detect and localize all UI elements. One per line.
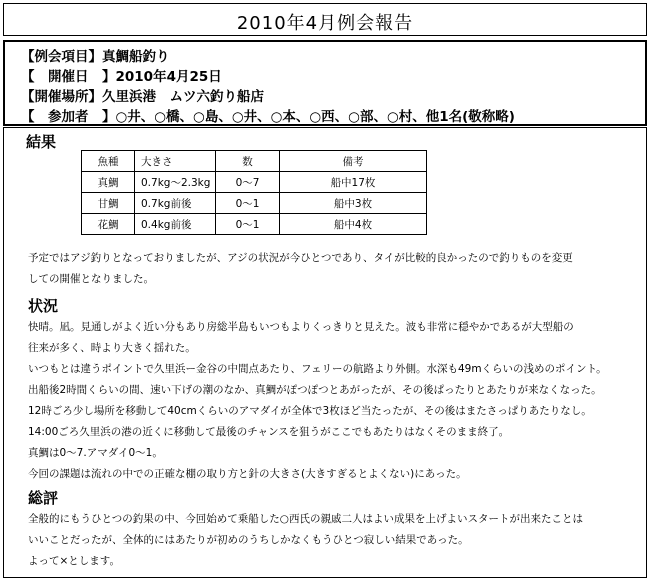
report-title: 2010年4月例会報告 [236, 13, 414, 34]
table-header-row [82, 151, 427, 172]
table-row [82, 214, 427, 235]
column-header: 数 [216, 151, 280, 172]
table-cell: 真鯛 [82, 172, 135, 193]
results-paragraph [28, 248, 573, 290]
table-cell: 0.7kg～2.3kg [135, 172, 216, 193]
results-heading: 結果 [26, 133, 57, 151]
text-line: よって×とします。 [28, 555, 120, 567]
info-row-date [21, 65, 222, 85]
table-cell: 0～1 [216, 214, 280, 235]
text-line: 真鯛は0～7.アマダイ0～1。 [28, 447, 163, 459]
info-row-event-item [21, 45, 170, 65]
table-cell: 甘鯛 [82, 193, 135, 214]
info-value: 真鯛船釣り [102, 49, 170, 65]
info-label: 【 開催日 】 [21, 69, 116, 85]
info-label: 【開催場所】 [21, 89, 102, 105]
catch-table [81, 150, 427, 235]
table-cell: 船中17枚 [280, 172, 427, 193]
review-paragraph [28, 509, 583, 572]
info-value: ○井、○橋、○島、○井、○本、○西、○部、○村、他1名(敬称略) [115, 109, 515, 125]
table-row [82, 193, 427, 214]
table-cell: 花鯛 [82, 214, 135, 235]
info-row-venue [21, 85, 264, 105]
situation-paragraph [28, 317, 607, 485]
review-heading: 総評 [28, 489, 59, 507]
table-cell: 0.7kg前後 [135, 193, 216, 214]
text-line: いつもとは違うポイントで久里浜ー金谷の中間点あたり、フェリーの航路より外側。水深も49mくらいの浅めのポイント。 [28, 363, 607, 375]
info-value: 2010年4月25日 [115, 69, 222, 85]
info-value: 久里浜港 ムツ六釣り船店 [102, 89, 264, 105]
info-label: 【 参加者 】 [21, 109, 116, 125]
column-header: 備考 [280, 151, 427, 172]
text-line: 予定ではアジ釣りとなっておりましたが、アジの状況が今ひとつであり、タイが比較的良かったので釣りものを変更 [28, 252, 573, 264]
info-row-participants [21, 105, 515, 125]
text-line: 全般的にもうひとつの釣果の中、今回始めて乗船した○西氏の親戚二人はよい成果を上げよいスタートが出来たことは [28, 513, 583, 525]
table-cell: 船中3枚 [280, 193, 427, 214]
table-cell: 0～1 [216, 193, 280, 214]
info-label: 【例会項目】 [21, 49, 102, 65]
report-title-box [3, 3, 647, 36]
text-line: 往来が多く、時より大きく揺れた。 [28, 342, 196, 354]
text-line: 12時ごろ少し場所を移動して40cmくらいのアマダイが全体で3枚ほど当たったが、その後はまたさっぱりあたりなし。 [28, 405, 592, 417]
column-header: 大きさ [135, 151, 216, 172]
text-line: 出船後2時間くらいの間、速い下げの潮のなか、真鯛がぽつぽつとあがったが、その後ぱったりとあたりが来なくなった。 [28, 384, 602, 396]
text-line: 今回の課題は流れの中での正確な棚の取り方と針の大きさ(大きすぎるとよくない)にあった。 [28, 468, 467, 480]
report-content-box [3, 127, 647, 578]
text-line: いいことだったが、全体的にはあたりが初めのうちしかなくもうひとつ寂しい結果であった。 [28, 534, 469, 546]
event-info-box [3, 40, 647, 126]
table-cell: 0.4kg前後 [135, 214, 216, 235]
text-line: 快晴。凪。見通しがよく近い分もあり房総半島もいつもよりくっきりと見えた。波も非常に穏やかであるが大型船の [28, 321, 574, 333]
table-cell: 船中4枚 [280, 214, 427, 235]
situation-heading: 状況 [28, 297, 59, 315]
table-cell: 0～7 [216, 172, 280, 193]
table-row [82, 172, 427, 193]
text-line: 14:00ごろ久里浜の港の近くに移動して最後のチャンスを狙うがここでもあたりはなくそのまま終了。 [28, 426, 510, 438]
text-line: しての開催となりました。 [28, 273, 154, 285]
column-header: 魚種 [82, 151, 135, 172]
